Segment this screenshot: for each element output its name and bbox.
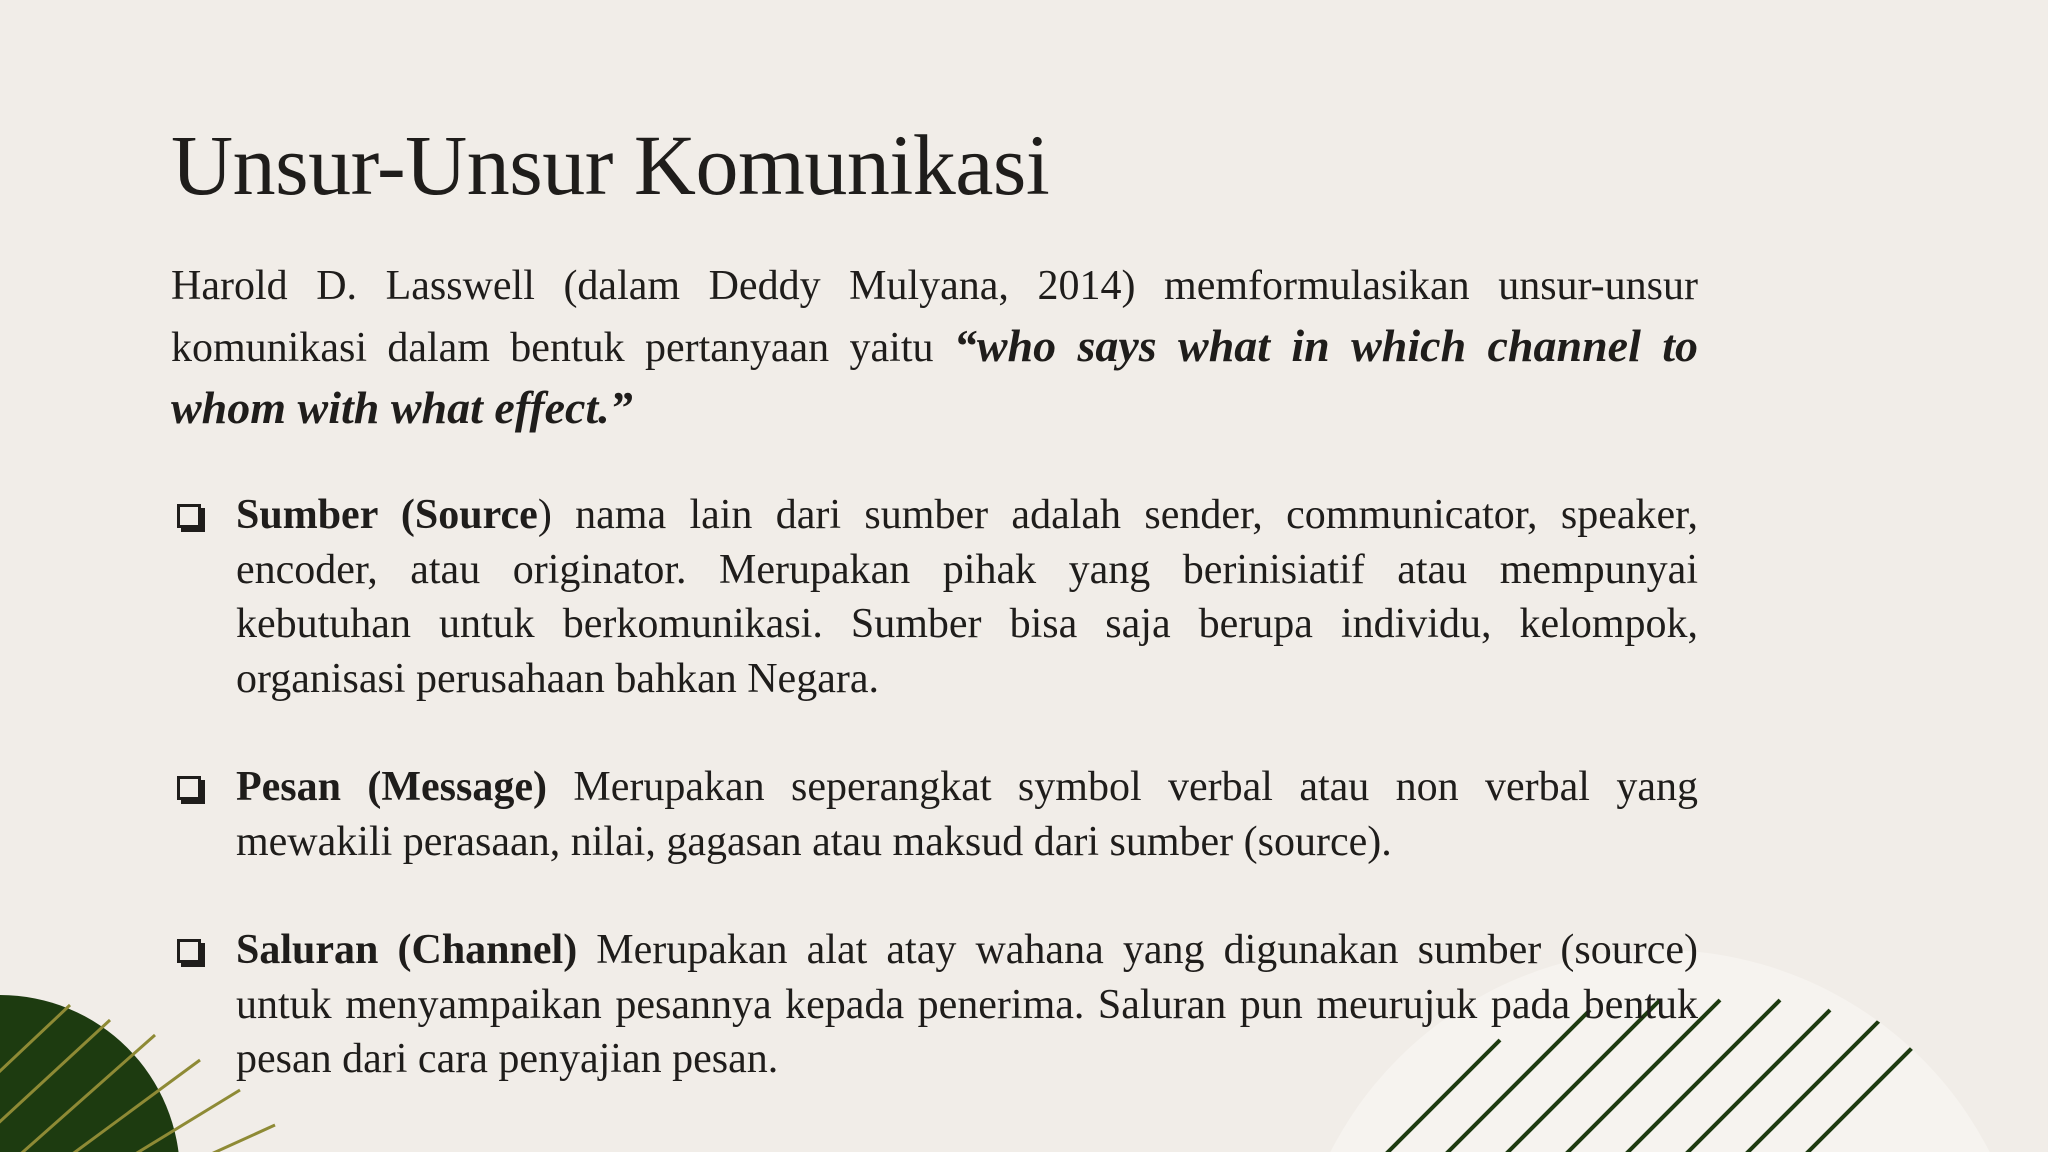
lasswell-quote: “who says what in which channel to whom with what effect.” (171, 320, 1698, 433)
slide-title: Unsur-Unsur Komunikasi (171, 117, 1050, 213)
left-green-circle (0, 995, 180, 1152)
bullet-term: Saluran (Channel) (236, 927, 578, 973)
intro-text: Harold D. Lasswell (dalam Deddy Mulyana, 2014) memformulasikan unsur-unsur komunikasi dalam bentuk pertanyaan yaitu (171, 263, 1698, 371)
list-item-source (171, 488, 1698, 706)
bullet-text: Merupakan seperangkat symbol verbal atau non verbal yang mewakili perasaan, nilai, gagasan atau maksud dari sumber (source). (236, 764, 1698, 865)
bullet-term: Pesan (Message) (236, 764, 547, 810)
bullet-text: Merupakan alat atay wahana yang digunakan sumber (source) untuk menyampaikan pesannya kepada penerima. Saluran pun meurujuk pada bentuk pesan dari cara penyajian pesan. (236, 927, 1698, 1082)
checkbox-bullet-icon (177, 939, 201, 963)
intro-paragraph (171, 256, 1698, 440)
list-item-message (171, 760, 1698, 869)
checkbox-bullet-icon (177, 504, 201, 528)
bullet-text: ) nama lain dari sumber adalah sender, communicator, speaker, encoder, atau originator. Merupakan pihak yang berinisiatif atau mempunyai kebutuhan untuk berkomunikasi. Sumber bisa saja berupa individu, kelompok, organisasi perusahaan bahkan Negara. (236, 492, 1698, 702)
communication-elements-list (171, 488, 1698, 1087)
list-item-channel (171, 923, 1698, 1087)
checkbox-bullet-icon (177, 776, 201, 800)
bullet-term: Sumber (Source (236, 492, 538, 538)
